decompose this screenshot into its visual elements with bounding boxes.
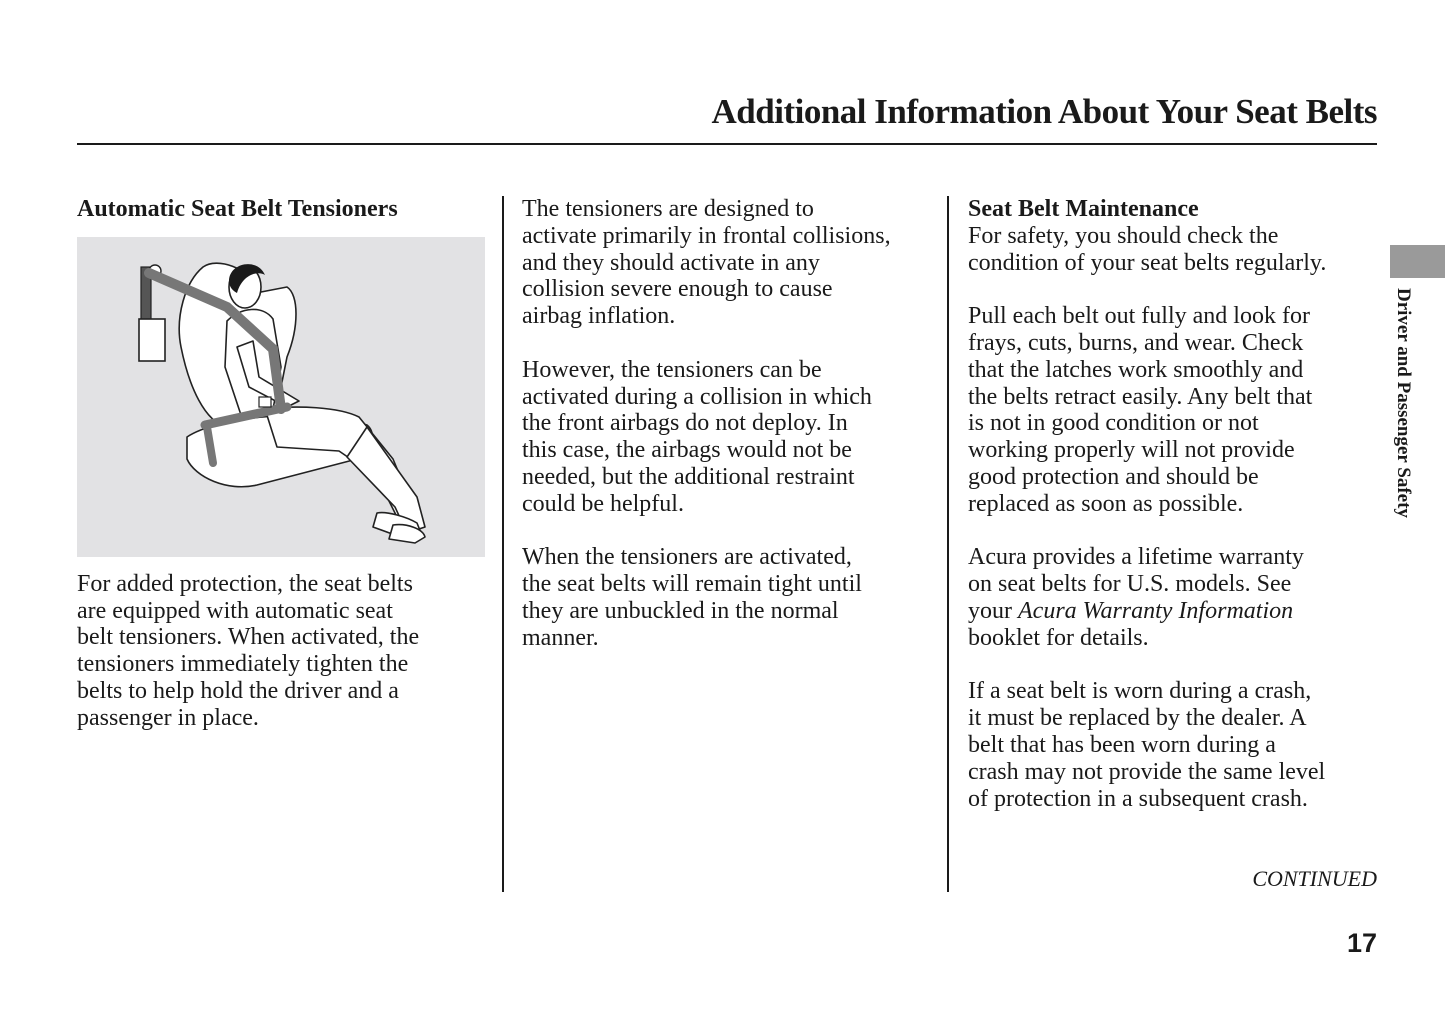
paragraph: However, the tensioners can be activated during a collision in which the front airbags do not deploy. In this case, the airbags would not be needed, but the additional restraint could be helpful. xyxy=(522,356,872,517)
column-maintenance xyxy=(968,196,1388,839)
paragraph: If a seat belt is worn during a crash, it must be replaced by the dealer. A belt that has been worn during a crash may not provide the same level of protection in a subsequent crash. xyxy=(968,678,1326,812)
column-tensioners xyxy=(77,196,487,758)
section-tab xyxy=(1390,245,1445,278)
section-tab-label: Driver and Passenger Safety xyxy=(1393,288,1414,518)
title-divider xyxy=(77,143,1377,145)
column-tensioner-details xyxy=(522,196,942,678)
column-divider xyxy=(947,196,949,892)
text-line: booklet for details. xyxy=(968,624,1149,651)
continued-label: CONTINUED xyxy=(1252,866,1377,891)
seat-belt-illustration xyxy=(77,237,485,557)
paragraph: Pull each belt out fully and look for frays, cuts, burns, and wear. Check that the latches work smoothly and the belts retract easily. Any belt that is not in good condition or not working properly will not provide good protection and should be replaced as soon as possible. xyxy=(968,303,1313,517)
warranty-booklet-title: Acura Warranty Information xyxy=(1018,597,1294,624)
page-number: 17 xyxy=(1346,928,1377,958)
paragraph: For safety, you should check the condition of your seat belts regularly. xyxy=(968,222,1327,276)
tensioners-heading: Automatic Seat Belt Tensioners xyxy=(77,196,398,222)
seated-passenger-icon xyxy=(77,237,485,557)
paragraph: The tensioners are designed to activate primarily in frontal collisions, and they should activate in any collision severe enough to cause airbag inflation. xyxy=(522,196,891,330)
tensioners-paragraph: For added protection, the seat belts are equipped with automatic seat belt tensioners. When activated, the tensioners immediately tighten the belts to help hold the driver and a passenger in place. xyxy=(77,570,420,731)
maintenance-heading: Seat Belt Maintenance xyxy=(968,196,1199,222)
paragraph: When the tensioners are activated, the seat belts will remain tight until they are unbuckled in the normal manner. xyxy=(522,544,862,651)
text-line: your xyxy=(968,597,1018,624)
column-divider xyxy=(502,196,504,892)
text-line: Acura provides a lifetime warranty xyxy=(968,544,1304,571)
page-title: Additional Information About Your Seat Belts xyxy=(711,92,1377,131)
warranty-paragraph xyxy=(968,544,1388,651)
text-line: on seat belts for U.S. models. See xyxy=(968,571,1292,598)
